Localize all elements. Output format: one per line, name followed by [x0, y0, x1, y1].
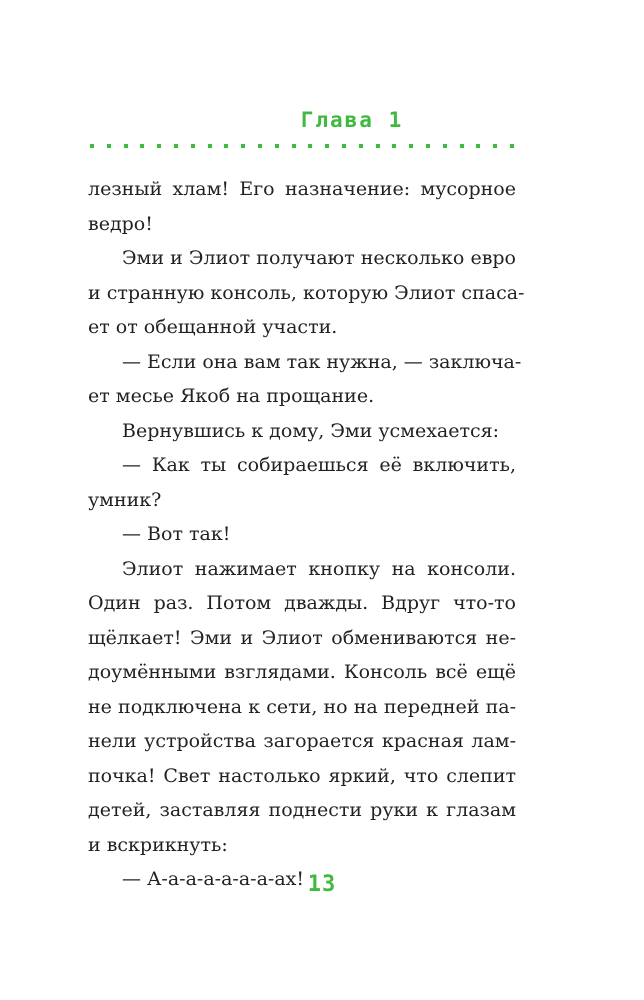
divider-dot	[460, 144, 464, 148]
divider-dot	[409, 144, 413, 148]
divider-dot	[107, 144, 111, 148]
divider-dot	[157, 144, 161, 148]
text-line: доумёнными взглядами. Консоль всё ещё	[88, 661, 516, 683]
divider-dot	[493, 144, 497, 148]
text-line: почка! Свет настолько яркий, что слепит	[88, 764, 516, 787]
divider-dot	[308, 144, 312, 148]
body-text	[88, 172, 525, 897]
divider-dot	[325, 144, 329, 148]
text-line: и странную консоль, которую Элиот спаса-	[88, 281, 525, 304]
text-line: Эми и Элиот получают несколько евро	[122, 247, 516, 269]
page-number: 13	[307, 872, 337, 897]
text-line: Элиот нажимает кнопку на консоли.	[122, 557, 516, 580]
text-line: ет месье Якоб на прощание.	[88, 385, 375, 407]
text-line: умник?	[88, 488, 162, 511]
divider-dot	[124, 144, 128, 148]
divider-dot	[392, 144, 396, 148]
divider-dot	[275, 144, 279, 148]
text-line: — Вот так!	[122, 523, 231, 545]
text-line: нели устройства загорается красная лам-	[88, 730, 516, 752]
divider-dot	[510, 144, 514, 148]
chapter-title: Глава 1	[300, 108, 404, 132]
divider-dot	[376, 144, 380, 148]
divider-dot	[140, 144, 144, 148]
divider-dot	[90, 144, 94, 148]
divider-dot	[241, 144, 245, 148]
divider-dot	[476, 144, 480, 148]
text-line: детей, заставляя поднести руки к глазам	[88, 799, 516, 821]
text-line: Вернувшись к дому, Эми усмехается:	[122, 419, 500, 442]
text-line: Один раз. Потом дважды. Вдруг что-то	[88, 592, 516, 614]
text-line: лезный хлам! Его назначение: мусорное	[88, 178, 516, 200]
divider-dot	[224, 144, 228, 148]
divider-dot	[359, 144, 363, 148]
divider-dot	[426, 144, 430, 148]
divider-dot	[258, 144, 262, 148]
chapter-header	[0, 108, 644, 132]
text-line: и вскрикнуть:	[88, 833, 228, 856]
divider-dot	[292, 144, 296, 148]
divider-dot	[191, 144, 195, 148]
text-line: не подключена к сети, но на передней па-	[88, 695, 516, 718]
text-line: — Если она вам так нужна, — заключа-	[122, 350, 522, 373]
text-line: ведро!	[88, 212, 153, 235]
divider-dot	[443, 144, 447, 148]
dotted-divider	[90, 143, 514, 149]
text-line: — Как ты собираешься её включить,	[122, 454, 516, 476]
divider-dot	[208, 144, 212, 148]
divider-dot	[174, 144, 178, 148]
text-line: — А-а-а-а-а-а-а-ах!	[122, 868, 305, 890]
text-line: ет от обещанной участи.	[88, 316, 338, 338]
text-line: щёлкает! Эми и Элиот обмениваются не-	[88, 626, 516, 649]
divider-dot	[342, 144, 346, 148]
